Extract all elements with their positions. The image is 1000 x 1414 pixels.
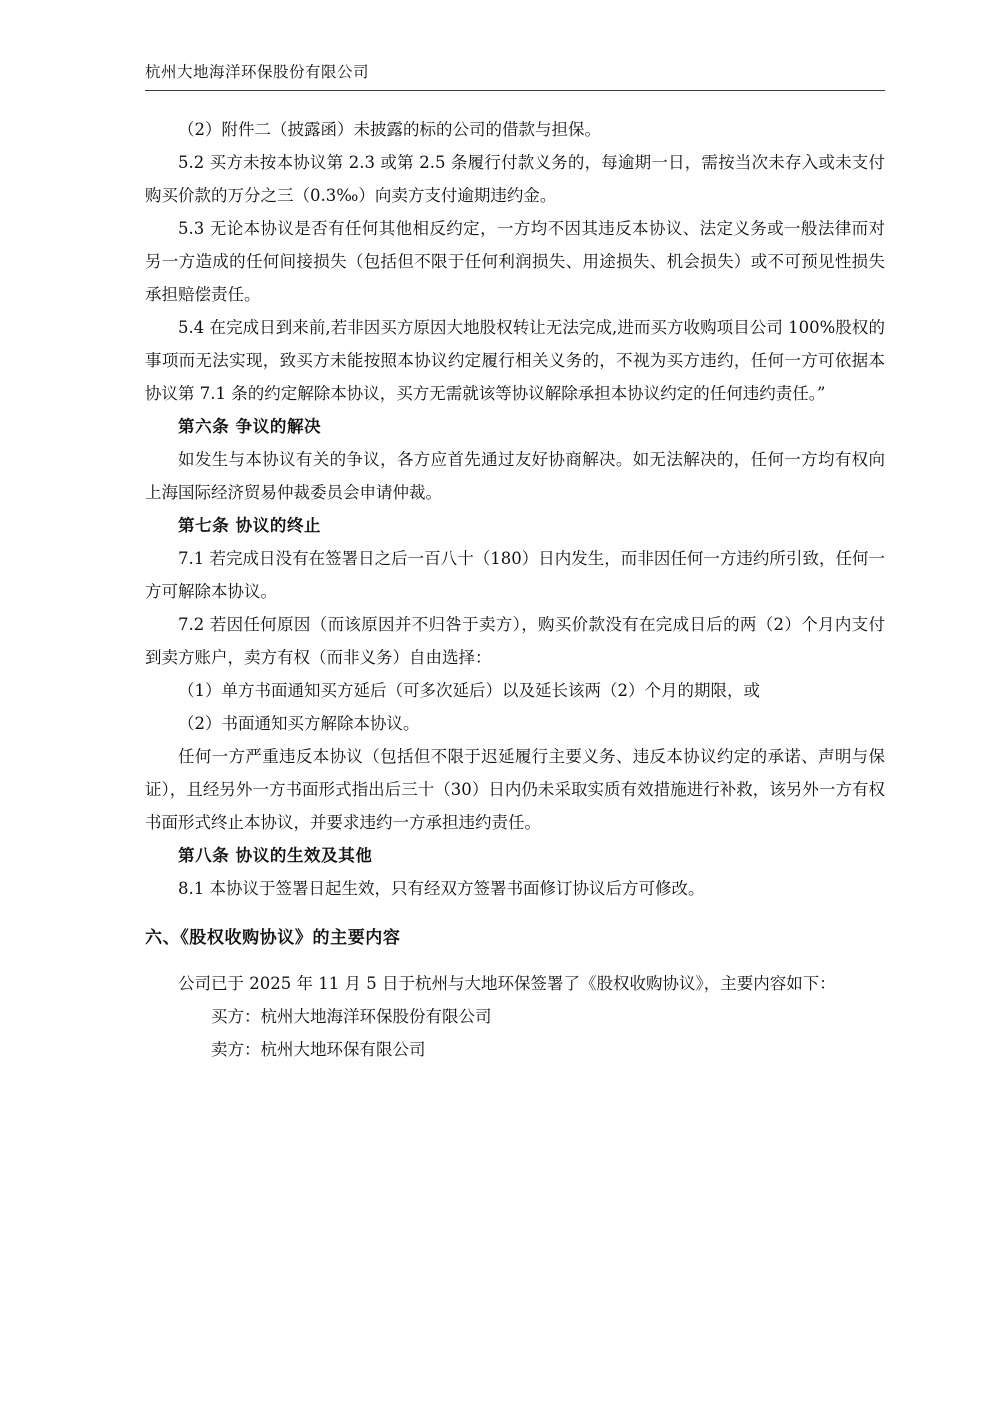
- paragraph-8-1: 8.1 本协议于签署日起生效，只有经双方签署书面修订协议后方可修改。: [178, 879, 705, 898]
- heading-article-8: 第八条 协议的生效及其他: [178, 846, 373, 865]
- document-body: [145, 113, 885, 1066]
- page-header-company: 杭州大地海洋环保股份有限公司: [145, 60, 885, 91]
- section-spacer: [145, 905, 885, 911]
- paragraph-section-6-body: 公司已于 2025 年 11 月 5 日于杭州与大地环保签署了《股权收购协议》，主要内容如下：: [178, 974, 836, 993]
- paragraph-5-4: 5.4 在完成日到来前,若非因买方原因大地股权转让无法完成,进而买方收购项目公司 100%股权的事项而无法实现，致买方未能按照本协议约定履行相关义务的，不视为买方违约，任何一方可依据本协议第 7.1 条的约定解除本协议，买方无需就该等协议解除承担本协议约定的任何违约责任。”: [145, 318, 885, 403]
- paragraph-7-2-item-2: （2）书面通知买方解除本协议。: [178, 714, 420, 733]
- heading-article-7: 第七条 协议的终止: [178, 516, 322, 535]
- paragraph-7-3: 任何一方严重违反本协议（包括但不限于迟延履行主要义务、违反本协议约定的承诺、声明与保证），且经另外一方书面形式指出后三十（30）日内仍未采取实质有效措施进行补救，该另外一方有权书面形式终止本协议，并要求违约一方承担违约责任。: [145, 747, 885, 832]
- paragraph-7-1: 7.1 若完成日没有在签署日之后一百八十（180）日内发生，而非因任何一方违约所引致，任何一方可解除本协议。: [145, 549, 885, 601]
- paragraph-7-2-item-1: （1）单方书面通知买方延后（可多次延后）以及延长该两（2）个月的期限，或: [178, 681, 760, 700]
- paragraph-5-3: 5.3 无论本协议是否有任何其他相反约定，一方均不因其违反本协议、法定义务或一般法律而对另一方造成的任何间接损失（包括但不限于任何利润损失、用途损失、机会损失）或不可预见性损失承担赔偿责任。: [145, 219, 885, 304]
- paragraph-buyer: 买方：杭州大地海洋环保股份有限公司: [211, 1007, 492, 1026]
- paragraph-5-1-2: （2）附件二（披露函）未披露的标的公司的借款与担保。: [178, 120, 601, 139]
- paragraph-7-2: 7.2 若因任何原因（而该原因并不归咎于卖方），购买价款没有在完成日后的两（2）个月内支付到卖方账户，卖方有权（而非义务）自由选择：: [145, 615, 885, 667]
- heading-article-6: 第六条 争议的解决: [178, 417, 322, 436]
- paragraph-seller: 卖方：杭州大地环保有限公司: [211, 1040, 426, 1059]
- paragraph-5-2: 5.2 买方未按本协议第 2.3 或第 2.5 条履行付款义务的，每逾期一日，需按当次未存入或未支付购买价款的万分之三（0.3‰）向卖方支付逾期违约金。: [145, 153, 885, 205]
- paragraph-article-6-body: 如发生与本协议有关的争议，各方应首先通过友好协商解决。如无法解决的，任何一方均有权向上海国际经济贸易仲裁委员会申请仲裁。: [145, 450, 885, 502]
- heading-section-6: 六、《股权收购协议》的主要内容: [145, 928, 401, 948]
